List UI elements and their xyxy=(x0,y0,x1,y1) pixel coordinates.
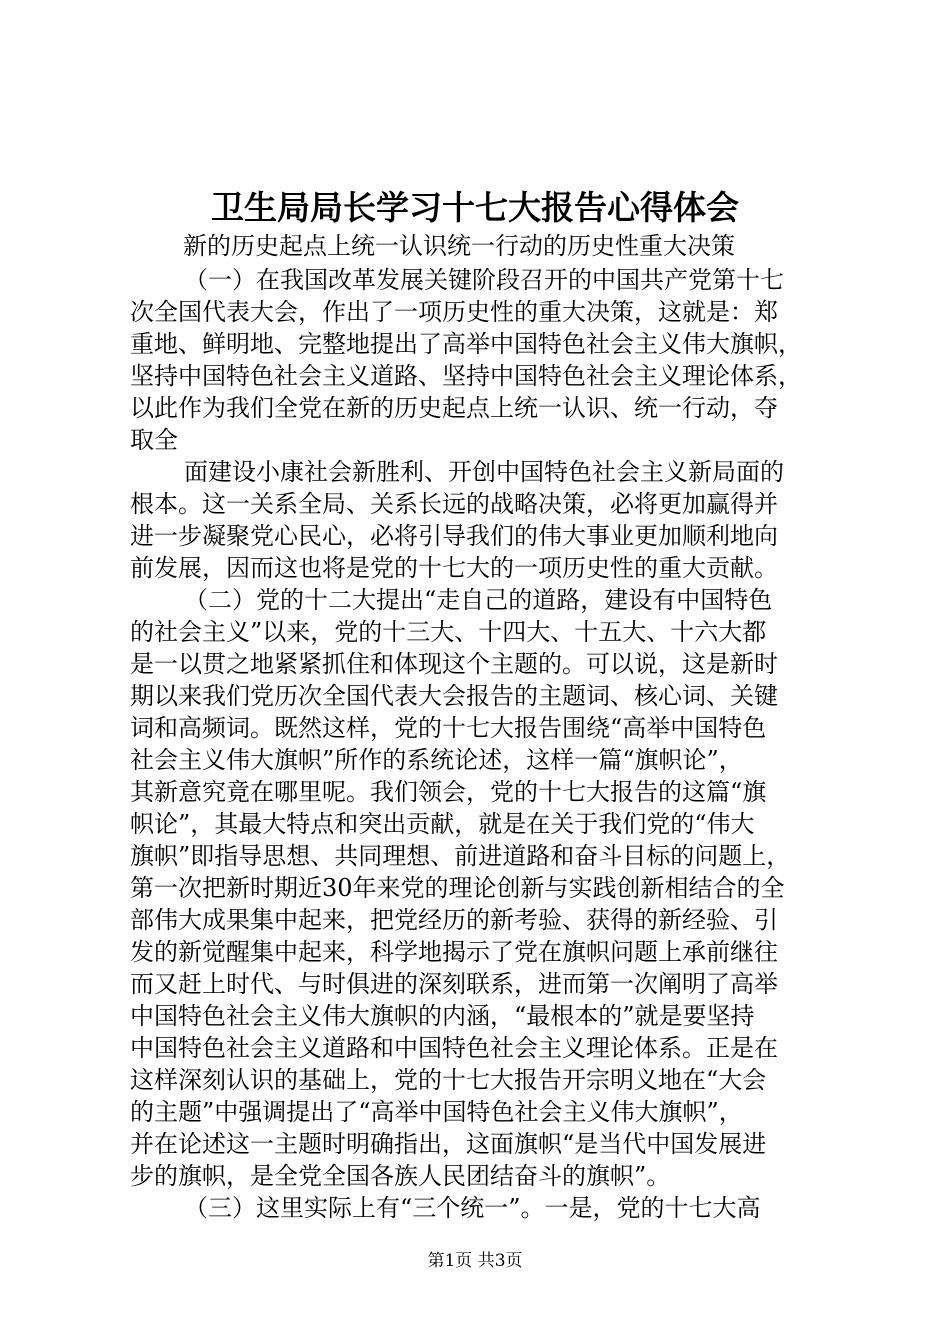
text-line: 的社会主义”以来，党的十三大、十四大、十五大、十六大都 xyxy=(130,618,767,646)
text-line: 次全国代表大会，作出了一项历史性的重大决策，这就是：郑 xyxy=(130,298,778,326)
text-line: （三）这里实际上有“三个统一”。一是，党的十七大高 xyxy=(184,1194,761,1222)
text-line: 这样深刻认识的基础上，党的十七大报告开宗明义地在“大会 xyxy=(130,1066,767,1094)
text-line: 取全 xyxy=(130,426,178,454)
subtitle: 新的历史起点上统一认识统一行动的历史性重大决策 xyxy=(183,232,735,260)
body-text xyxy=(130,264,840,1224)
text-line: 进一步凝聚党心民心，必将引导我们的伟大事业更加顺利地向 xyxy=(130,522,778,550)
text-line: 其新意究竟在哪里呢。我们领会，党的十七大报告的这篇“旗 xyxy=(130,778,767,806)
text-line: 面建设小康社会新胜利、开创中国特色社会主义新局面的 xyxy=(184,458,784,486)
text-line: 部伟大成果集中起来，把党经历的新考验、获得的新经验、引 xyxy=(130,906,778,934)
page-number: 第1页 共3页 xyxy=(427,1251,523,1271)
text-line: 以此作为我们全党在新的历史起点上统一认识、统一行动，夺 xyxy=(130,394,778,422)
page-title: 卫生局局长学习十七大报告心得体会 xyxy=(211,188,739,227)
text-line: 社会主义伟大旗帜”所作的系统论述，这样一篇“旗帜论”， xyxy=(130,746,743,774)
text-line: 而又赶上时代、与时俱进的深刻联系，进而第一次阐明了高举 xyxy=(130,970,778,998)
text-line: 中国特色社会主义道路和中国特色社会主义理论体系。正是在 xyxy=(130,1034,778,1062)
text-line: 词和高频词。既然这样，党的十七大报告围绕“高举中国特色 xyxy=(130,714,767,742)
text-line: 帜论”，其最大特点和突出贡献，就是在关于我们党的“伟大 xyxy=(130,810,755,838)
text-line: 是一以贯之地紧紧抓住和体现这个主题的。可以说，这是新时 xyxy=(130,650,778,678)
text-line: 步的旗帜，是全党全国各族人民团结奋斗的旗帜”。 xyxy=(130,1162,671,1190)
text-line: （二）党的十二大提出“走自己的道路，建设有中国特色 xyxy=(184,586,773,614)
text-line: 前发展，因而这也将是党的十七大的一项历史性的重大贡献。 xyxy=(130,554,778,582)
text-line: 第一次把新时期近30年来党的理论创新与实践创新相结合的全 xyxy=(130,874,785,902)
text-line: 期以来我们党历次全国代表大会报告的主题词、核心词、关键 xyxy=(130,682,778,710)
text-line: 中国特色社会主义伟大旗帜的内涵，“最根本的”就是要坚持 xyxy=(130,1002,755,1030)
text-line: 并在论述这一主题时明确指出，这面旗帜“是当代中国发展进 xyxy=(130,1130,767,1158)
text-line: 重地、鲜明地、完整地提出了高举中国特色社会主义伟大旗帜， xyxy=(130,330,802,358)
text-line: 旗帜”即指导思想、共同理想、前进道路和奋斗目标的问题上， xyxy=(130,842,791,870)
text-line: 坚持中国特色社会主义道路、坚持中国特色社会主义理论体系， xyxy=(130,362,802,390)
text-line: 发的新觉醒集中起来，科学地揭示了党在旗帜问题上承前继往 xyxy=(130,938,778,966)
text-line: 根本。这一关系全局、关系长远的战略决策，必将更加赢得并 xyxy=(130,490,778,518)
text-line: 的主题”中强调提出了“高举中国特色社会主义伟大旗帜”， xyxy=(130,1098,743,1126)
text-line: （一）在我国改革发展关键阶段召开的中国共产党第十七 xyxy=(184,266,784,294)
